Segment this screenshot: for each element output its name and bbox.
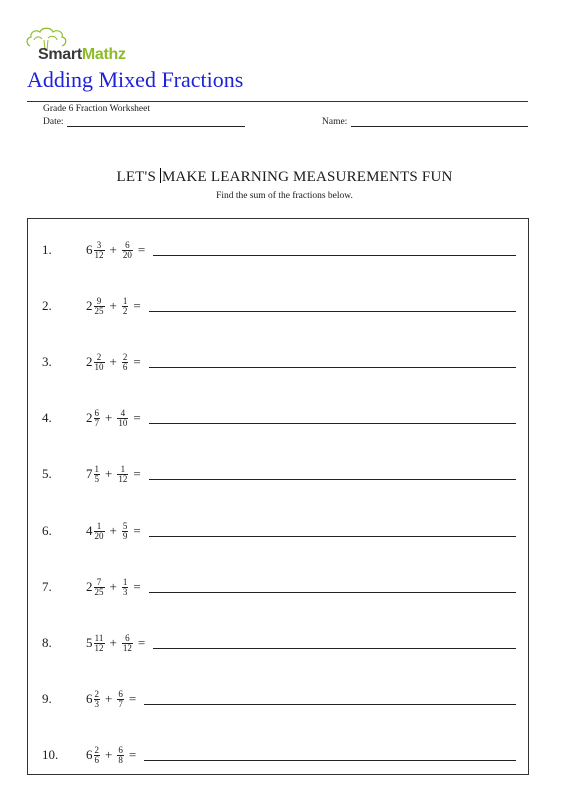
equals-sign: = xyxy=(133,579,141,594)
fraction xyxy=(122,241,133,260)
whole-number: 6 xyxy=(86,691,93,706)
fraction xyxy=(94,690,101,709)
problem-number: 6. xyxy=(42,523,52,538)
numerator: 11 xyxy=(94,632,104,643)
problem-number: 7. xyxy=(42,579,52,594)
answer-line[interactable] xyxy=(149,367,516,368)
whole-number: 6 xyxy=(86,747,93,762)
denominator: 25 xyxy=(94,305,104,316)
problem-expression xyxy=(86,291,145,321)
problem-number: 2. xyxy=(42,298,52,313)
answer-line[interactable] xyxy=(149,311,516,312)
answer-line[interactable] xyxy=(153,648,516,649)
fraction xyxy=(117,465,128,484)
problem-box xyxy=(27,218,529,775)
numerator: 1 xyxy=(120,463,126,474)
problem-number: 4. xyxy=(42,410,52,425)
denominator: 12 xyxy=(94,642,104,653)
problem-expression xyxy=(86,572,145,602)
plus-sign: + xyxy=(105,466,113,481)
answer-line[interactable] xyxy=(149,536,516,537)
whole-number: 2 xyxy=(86,410,93,425)
worksheet-title: Adding Mixed Fractions xyxy=(27,67,244,92)
plus-sign: + xyxy=(109,523,117,538)
numerator: 2 xyxy=(96,351,102,362)
answer-line[interactable] xyxy=(149,423,516,424)
whole-number: 6 xyxy=(86,242,93,257)
denominator: 10 xyxy=(118,417,128,428)
numerator: 6 xyxy=(118,744,123,755)
equals-sign: = xyxy=(128,747,137,762)
problem-expression xyxy=(86,347,145,377)
fraction xyxy=(94,634,105,653)
denominator: 12 xyxy=(122,642,132,653)
equals-sign: = xyxy=(128,691,137,706)
whole-number: 7 xyxy=(86,466,93,481)
equals-sign: = xyxy=(137,635,146,650)
answer-line[interactable] xyxy=(144,704,516,705)
numerator: 6 xyxy=(94,407,99,418)
fraction xyxy=(122,297,129,316)
smartmathz-logo xyxy=(24,26,164,68)
fraction xyxy=(94,297,105,316)
denominator: 2 xyxy=(122,305,128,316)
fraction xyxy=(117,409,128,428)
problem-expression xyxy=(86,235,149,265)
equals-sign: = xyxy=(133,466,141,481)
numerator: 4 xyxy=(120,407,126,418)
problem-number: 1. xyxy=(42,242,52,257)
numerator: 2 xyxy=(122,351,128,362)
denominator: 12 xyxy=(94,249,104,260)
name-field[interactable] xyxy=(351,126,528,127)
whole-number: 2 xyxy=(86,298,93,313)
denominator: 10 xyxy=(94,361,104,372)
fraction xyxy=(122,522,129,541)
numerator: 2 xyxy=(94,744,99,755)
header-rule xyxy=(27,101,528,102)
problem-number: 9. xyxy=(42,691,52,706)
denominator: 20 xyxy=(122,249,132,260)
equals-sign: = xyxy=(133,523,141,538)
answer-line[interactable] xyxy=(149,479,516,480)
fraction xyxy=(94,465,101,484)
problem-expression xyxy=(86,628,149,658)
denominator: 5 xyxy=(94,473,99,484)
plus-sign: + xyxy=(109,354,117,369)
name-label: Name: xyxy=(322,117,348,127)
numerator: 5 xyxy=(122,520,128,531)
fraction xyxy=(94,522,105,541)
denominator: 3 xyxy=(122,586,128,597)
fraction xyxy=(117,746,124,765)
fraction xyxy=(94,409,101,428)
denominator: 3 xyxy=(94,698,99,709)
problem-row xyxy=(28,684,528,714)
problem-expression xyxy=(86,740,140,770)
fraction xyxy=(122,353,129,372)
problem-row xyxy=(28,572,528,602)
problem-row xyxy=(28,235,528,265)
answer-line[interactable] xyxy=(149,592,516,593)
problem-row xyxy=(28,347,528,377)
problem-number: 3. xyxy=(42,354,52,369)
fraction xyxy=(94,746,101,765)
whole-number: 2 xyxy=(86,579,93,594)
brand-name: SmartMathz xyxy=(38,46,126,63)
instruction-text: Find the sum of the fractions below. xyxy=(216,191,353,201)
problem-row xyxy=(28,628,528,658)
numerator: 6 xyxy=(125,239,130,250)
fraction xyxy=(122,634,133,653)
problem-number: 8. xyxy=(42,635,52,650)
answer-line[interactable] xyxy=(144,760,516,761)
equals-sign: = xyxy=(133,298,141,313)
numerator: 1 xyxy=(96,520,102,531)
problem-row xyxy=(28,459,528,489)
fraction xyxy=(94,241,105,260)
whole-number: 5 xyxy=(86,635,93,650)
numerator: 2 xyxy=(94,688,99,699)
fraction xyxy=(122,578,129,597)
equals-sign: = xyxy=(133,354,141,369)
denominator: 25 xyxy=(94,586,104,597)
numerator: 9 xyxy=(96,295,102,306)
denominator: 9 xyxy=(122,530,128,541)
denominator: 6 xyxy=(94,754,99,765)
whole-number: 2 xyxy=(86,354,93,369)
worksheet-heading: LET'S MAKE LEARNING MEASUREMENTS FUN xyxy=(116,169,453,185)
problem-expression xyxy=(86,684,140,714)
equals-sign: = xyxy=(133,410,141,425)
numerator: 7 xyxy=(96,576,102,587)
numerator: 3 xyxy=(96,239,102,250)
problem-number: 5. xyxy=(42,466,52,481)
plus-sign: + xyxy=(109,635,117,650)
problem-expression xyxy=(86,459,145,489)
plus-sign: + xyxy=(109,242,117,257)
problem-expression xyxy=(86,516,145,546)
problem-row xyxy=(28,403,528,433)
plus-sign: + xyxy=(105,410,113,425)
numerator: 1 xyxy=(122,576,128,587)
date-field[interactable] xyxy=(67,126,245,127)
denominator: 12 xyxy=(118,473,128,484)
date-label: Date: xyxy=(43,117,64,127)
problem-number: 10. xyxy=(42,747,59,762)
problem-expression xyxy=(86,403,145,433)
whole-number: 4 xyxy=(86,523,93,538)
fraction xyxy=(94,578,105,597)
problem-row xyxy=(28,291,528,321)
plus-sign: + xyxy=(109,579,117,594)
plus-sign: + xyxy=(105,691,113,706)
problem-row xyxy=(28,516,528,546)
numerator: 6 xyxy=(125,632,130,643)
denominator: 6 xyxy=(122,361,128,372)
denominator: 7 xyxy=(94,417,99,428)
denominator: 8 xyxy=(118,754,123,765)
worksheet-subtitle: Grade 6 Fraction Worksheet xyxy=(43,104,150,114)
problem-row xyxy=(28,740,528,770)
plus-sign: + xyxy=(109,298,117,313)
numerator: 1 xyxy=(94,463,99,474)
text-cursor xyxy=(160,168,161,183)
denominator: 7 xyxy=(118,698,123,709)
equals-sign: = xyxy=(137,242,146,257)
denominator: 20 xyxy=(94,530,104,541)
fraction xyxy=(94,353,105,372)
numerator: 6 xyxy=(118,688,123,699)
plus-sign: + xyxy=(105,747,113,762)
numerator: 1 xyxy=(122,295,128,306)
fraction xyxy=(117,690,124,709)
answer-line[interactable] xyxy=(153,255,516,256)
